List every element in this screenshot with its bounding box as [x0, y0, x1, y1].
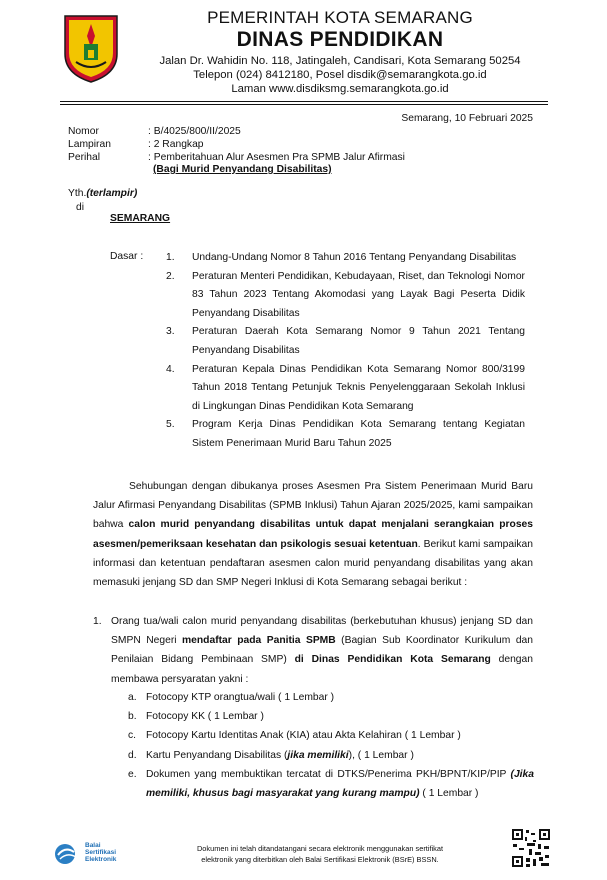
body-text-1: Sehubungan dengan dibukanya proses Asesmen Pra Sistem Penerimaan Murid Baru Jalur Afirmasi Penyandang Disabilitas (SPMB Inklusi) Tahun Ajaran 2025/2025, kami sampaikan bahwa: [93, 481, 533, 531]
recipient-city: SEMARANG: [110, 213, 171, 224]
footer-disclaimer: Dokumen ini telah ditandatangani secara elektronik menggunakan sertifikat elektronik yang diterbitkan oleh Balai Sertifikasi Elektronik (BSrE) BSSN.: [196, 844, 444, 864]
sublist-item: b. Fotocopy KK ( 1 Lembar ): [128, 711, 264, 723]
letter-date: Semarang, 10 Februari 2025: [401, 113, 533, 124]
meta-perihal-sub: (Bagi Murid Penyandang Disabilitas): [153, 164, 332, 175]
header-rule-thin: [60, 104, 548, 105]
dasar-item-number: 5.: [166, 419, 175, 431]
sublist-item: e. Dokumen yang membuktikan tercatat di DTKS/Penerima PKH/BPNT/KIP/PIP (Jika memiliki, khusus bagi masyarakat yang kurang mampu) ( 1 Lembar ): [128, 768, 534, 800]
list-item: [93, 612, 533, 689]
meta-nomor-value: : B/4025/800/II/2025: [148, 126, 241, 137]
list-item-text: Orang tua/wali calon murid penyandang disabilitas (berkebutuhan khusus) jenjang SD dan SMPN Negeri mendaftar pada Panitia SPMB (Bagian Sub Koordinator Kurikulum dan Penilaian Bidang Pembinaan SMP) di Dinas Pendidikan Kota Semarang dengan membawa persyaratan yakni :: [111, 616, 533, 685]
recipient-yth: [68, 188, 137, 199]
dasar-item-number: 1.: [166, 252, 175, 263]
sublist-item: d. Kartu Penyandang Disabilitas (jika memiliki), ( 1 Lembar ): [128, 749, 414, 761]
dasar-item: [166, 323, 525, 360]
header-office: DINAS PENDIDIKAN: [236, 28, 444, 51]
header-rule-thick: [60, 101, 548, 102]
dasar-item: [166, 416, 525, 453]
dasar-item-number: 2.: [166, 270, 175, 282]
city-coat-of-arms-logo: [62, 14, 120, 84]
sublist-item: a. Fotocopy KTP orangtua/wali ( 1 Lembar ): [128, 692, 335, 703]
dasar-label: Dasar :: [110, 251, 144, 262]
body-text-2: . Berikut kami sampaikan informasi dan ketentuan pendaftaran asesmen calon murid penyandang disabilitas yang akan memasuki jenjang SD dan SMP Negeri Inklusi di Kota Semarang sebagai berikut :: [93, 538, 533, 589]
dasar-item-text: Program Kerja Dinas Pendidikan Kota Semarang tentang Kegiatan Sistem Penerimaan Murid Baru Tahun 2025: [192, 419, 525, 449]
dasar-item-text: Peraturan Menteri Pendidikan, Kebudayaan, Riset, dan Teknologi Nomor 83 Tahun 2023 Tentang Akomodasi yang Layak Bagi Peserta Didik Penyandang Disabilitas: [192, 270, 525, 319]
header-website: Laman www.disdiksmg.semarangkota.go.id: [231, 83, 449, 95]
dasar-item-text: Undang-Undang Nomor 8 Tahun 2016 Tentang Penyandang Disabilitas: [192, 252, 517, 263]
header-contact-block: [120, 54, 560, 96]
recipient-terlampir: (terlampir): [86, 188, 138, 199]
meta-perihal-value: : Pemberitahuan Alur Asesmen Pra SPMB Jalur Afirmasi: [148, 152, 405, 163]
header-address: Jalan Dr. Wahidin No. 118, Jatingaleh, Candisari, Kota Semarang 50254: [159, 55, 521, 67]
header-contact: Telepon (024) 8412180, Posel disdik@semarangkota.go.id: [193, 69, 487, 81]
body-text-bold: calon murid penyandang disabilitas untuk dapat menjalani serangkaian proses asesmen/pemeriksaan kesehatan dan psikologis sesuai ketentuan: [93, 519, 533, 550]
meta-lampiran-label: Lampiran: [68, 139, 111, 150]
requirements-sublist: [128, 688, 534, 803]
dasar-item: [166, 361, 525, 417]
dasar-item-text: Peraturan Daerah Kota Semarang Nomor 9 Tahun 2021 Tentang Penyandang Disabilitas: [192, 326, 525, 356]
dasar-item-number: 4.: [166, 363, 175, 375]
meta-lampiran: [68, 139, 204, 151]
bsre-logo-icon: [52, 842, 82, 866]
qr-code-icon: [511, 828, 551, 868]
meta-nomor-label: Nomor: [68, 126, 99, 137]
list-item-number: 1.: [93, 616, 102, 627]
recipient-yth-label: Yth.: [68, 188, 87, 199]
meta-nomor: [68, 126, 241, 138]
meta-lampiran-value: : 2 Rangkap: [148, 139, 204, 150]
dasar-list: [166, 249, 525, 454]
dasar-item: [166, 268, 525, 324]
recipient-di: di: [76, 202, 85, 213]
meta-perihal-label: Perihal: [68, 152, 101, 163]
dasar-item-number: 3.: [166, 326, 175, 338]
body-paragraph: [93, 477, 533, 592]
meta-perihal: [68, 152, 405, 164]
requirements-list: [93, 612, 533, 689]
dasar-item: [166, 249, 525, 268]
bsre-label: Balai Sertifikasi Elektronik: [85, 842, 117, 863]
dasar-item-text: Peraturan Kepala Dinas Pendidikan Kota Semarang Nomor 800/3199 Tahun 2018 Tentang Petunjuk Teknis Penyelenggaraan Sekolah Inklusi di Lingkungan Dinas Pendidikan Kota Semarang: [192, 363, 525, 412]
sublist-item: c. Fotocopy Kartu Identitas Anak (KIA) atau Akta Kelahiran ( 1 Lembar ): [128, 730, 461, 742]
header-government: PEMERINTAH KOTA SEMARANG: [207, 8, 473, 27]
